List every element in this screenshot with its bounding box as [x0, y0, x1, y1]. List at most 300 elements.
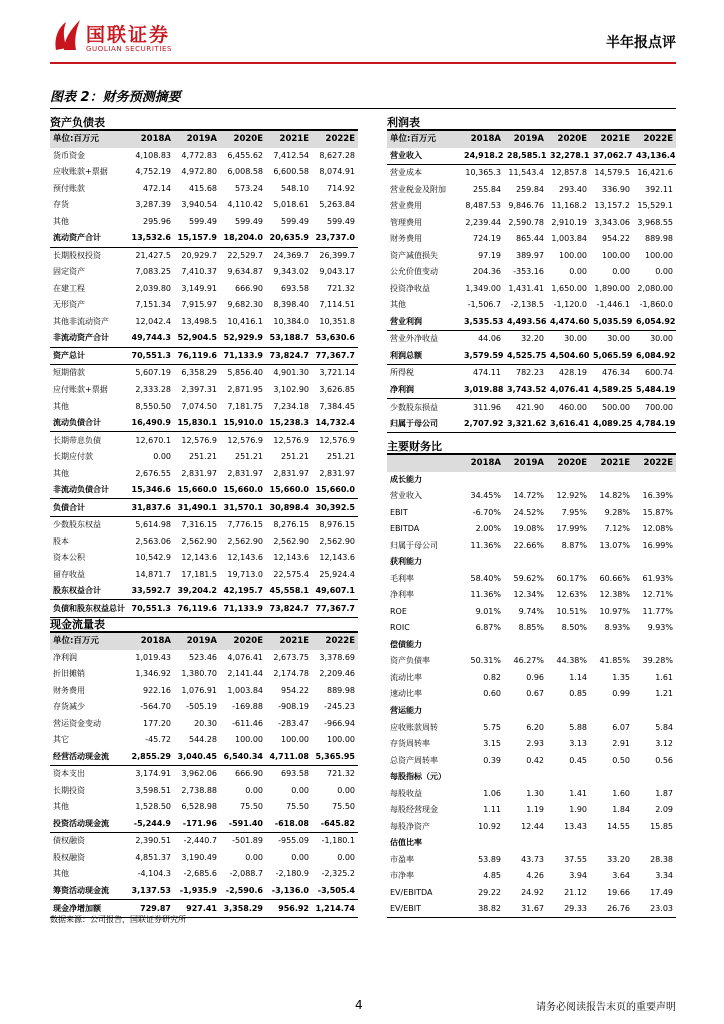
balance-sheet-title: 资产负债表 — [50, 116, 105, 129]
row-label: 存货减少 — [53, 702, 85, 712]
row-value: 6.07 — [612, 722, 630, 732]
row-value: 53,188.7 — [266, 330, 312, 347]
row-value: 1,890.00 — [594, 283, 630, 293]
row-value: 5.75 — [483, 722, 501, 732]
column-header-year: 2019A — [174, 131, 220, 148]
row-value: 4,589.25 — [590, 382, 633, 399]
logo-text-cn: 国联证券 — [86, 24, 171, 46]
row-value: 61.93% — [642, 573, 673, 583]
row-label: 每股净资产 — [390, 821, 430, 831]
row-label: 长期投资 — [53, 785, 85, 795]
row-label: 少数股东权益 — [53, 520, 101, 530]
row-value: 2,707.92 — [461, 416, 504, 433]
table-row — [50, 566, 358, 583]
row-value: 5.84 — [655, 722, 673, 732]
row-value: 1.41 — [569, 788, 587, 798]
table-row — [387, 719, 676, 736]
row-value — [633, 703, 676, 720]
table-row — [387, 215, 676, 232]
row-value: 6,054.92 — [633, 314, 676, 331]
row-value: 721.32 — [327, 283, 355, 293]
row-value: 100.00 — [327, 735, 355, 745]
column-header-year: 2018A — [461, 131, 504, 148]
row-value: 21,427.5 — [135, 250, 171, 260]
row-value: 2.09 — [655, 805, 673, 815]
row-value: 6.87% — [475, 623, 501, 633]
row-value — [547, 637, 590, 654]
row-label: 经营活动现金流 — [50, 749, 128, 766]
row-value: 6,008.58 — [227, 167, 263, 177]
column-header-year: 2021E — [266, 131, 312, 148]
column-header-year: 2020E — [547, 455, 590, 472]
table-row — [50, 247, 358, 264]
row-value — [633, 554, 676, 571]
row-label: 财务费用 — [390, 234, 422, 244]
row-value: -6.70% — [472, 507, 501, 517]
row-value: 77,367.7 — [312, 600, 358, 618]
row-value: 49,744.3 — [128, 330, 174, 347]
row-value: 5,018.61 — [273, 200, 309, 210]
row-value: 31,837.6 — [128, 499, 174, 517]
row-value: 19.08% — [513, 524, 544, 534]
row-value: 33.20 — [607, 854, 630, 864]
table-row — [387, 901, 676, 918]
row-value: 7,316.15 — [181, 520, 217, 530]
row-label: 货币资金 — [53, 150, 85, 160]
table-row — [387, 472, 676, 489]
table-row — [387, 554, 676, 571]
table-row — [50, 164, 358, 181]
row-label: 营运能力 — [390, 705, 422, 715]
row-value: 1,076.91 — [181, 685, 217, 695]
row-value: 599.49 — [189, 216, 217, 226]
column-header-year: 2022E — [633, 455, 676, 472]
row-label: 营业收入 — [387, 148, 461, 165]
row-value: 2,039.80 — [135, 283, 171, 293]
row-value: -1,180.1 — [321, 836, 355, 846]
table-row — [50, 516, 358, 533]
row-value: 472.14 — [143, 183, 171, 193]
row-label: 短期借款 — [53, 368, 85, 378]
table-row — [387, 637, 676, 654]
row-value: 2,590.78 — [508, 217, 544, 227]
row-value: -2,088.7 — [229, 869, 263, 879]
row-value — [504, 769, 547, 786]
row-value: 10,351.8 — [319, 316, 355, 326]
row-label: 公允价值变动 — [390, 267, 438, 277]
row-value: 15,529.1 — [637, 201, 673, 211]
row-value: 13,498.5 — [181, 316, 217, 326]
row-value: 8,487.53 — [465, 201, 501, 211]
row-value: 12,670.1 — [135, 435, 171, 445]
row-label: 其他 — [53, 216, 69, 226]
row-value: 1.21 — [655, 689, 673, 699]
row-value: 2,563.06 — [135, 536, 171, 546]
row-value: 2,831.97 — [319, 468, 355, 478]
row-value: -908.19 — [278, 702, 309, 712]
row-value: 729.87 — [128, 900, 174, 918]
row-value: 2,676.55 — [135, 468, 171, 478]
row-label: 在建工程 — [53, 283, 85, 293]
row-value: 9,846.76 — [508, 201, 544, 211]
row-value — [504, 472, 547, 489]
row-value: 7,384.45 — [319, 401, 355, 411]
row-value: 8,550.50 — [135, 401, 171, 411]
row-value: 573.24 — [235, 183, 263, 193]
row-value: 11,543.4 — [508, 168, 544, 178]
row-value: 44.38% — [556, 656, 587, 666]
row-label: 现金净增加额 — [50, 900, 128, 918]
row-value: 7,412.54 — [273, 150, 309, 160]
row-value: 100.00 — [645, 250, 673, 260]
row-value: 476.34 — [602, 368, 630, 378]
table-row — [50, 398, 358, 415]
row-value: 2,562.90 — [181, 536, 217, 546]
row-value: 3,149.91 — [181, 283, 217, 293]
table-row — [50, 699, 358, 716]
table-row — [50, 850, 358, 867]
row-value: 4,504.60 — [547, 348, 590, 365]
row-label: 应收账款+票据 — [53, 167, 108, 177]
row-value: 922.16 — [143, 685, 171, 695]
table-row — [387, 331, 676, 348]
row-value: 0.00 — [245, 785, 263, 795]
row-label: 股本 — [53, 536, 69, 546]
table-row — [50, 766, 358, 783]
row-value: 14.55 — [607, 821, 630, 831]
table-row — [387, 818, 676, 835]
row-label: 负债和股东权益总计 — [50, 600, 128, 618]
row-value: -955.09 — [278, 836, 309, 846]
row-value: 782.23 — [516, 368, 544, 378]
row-value: 16.99% — [642, 540, 673, 550]
row-value: 7,776.15 — [227, 520, 263, 530]
row-value: 0.60 — [483, 689, 501, 699]
row-value: 2,174.78 — [273, 669, 309, 679]
table-row — [50, 749, 358, 766]
row-value: 259.84 — [516, 184, 544, 194]
row-value: 71,133.9 — [220, 347, 266, 365]
row-value: 7.95% — [561, 507, 587, 517]
table-row — [387, 165, 676, 182]
row-value: 3,102.90 — [273, 384, 309, 394]
row-value: 6,358.29 — [181, 368, 217, 378]
row-value: 3,321.62 — [504, 416, 547, 433]
row-label: 估值比率 — [390, 838, 422, 848]
table-row — [50, 650, 358, 667]
row-value: 389.97 — [516, 250, 544, 260]
table-row — [50, 465, 358, 482]
row-label: 营业外净收益 — [390, 334, 438, 344]
row-value: 9,634.87 — [227, 267, 263, 277]
row-value: 43.73 — [521, 854, 544, 864]
row-value: 58.40% — [470, 573, 501, 583]
table-row — [50, 866, 358, 883]
row-value: 954.22 — [281, 685, 309, 695]
row-value: 8,627.28 — [319, 150, 355, 160]
row-value: 4,901.30 — [273, 368, 309, 378]
row-value: 49,607.1 — [312, 583, 358, 600]
row-label: 折旧摊销 — [53, 669, 85, 679]
row-value — [504, 637, 547, 654]
row-value: 24,918.2 — [461, 148, 504, 165]
row-value: 60.17% — [556, 573, 587, 583]
table-row — [50, 833, 358, 850]
row-value: 38.82 — [461, 901, 504, 918]
row-value: 2,562.90 — [227, 536, 263, 546]
row-value: 3,626.85 — [319, 384, 355, 394]
row-label: EBITDA — [390, 524, 420, 534]
row-value: 1,019.43 — [135, 652, 171, 662]
row-label: 归属于母公司 — [390, 540, 438, 550]
row-value: 3,968.55 — [637, 217, 673, 227]
row-value: 255.84 — [473, 184, 501, 194]
row-value: 5,365.95 — [312, 749, 358, 766]
row-label: 长期应付款 — [53, 452, 93, 462]
table-row — [387, 365, 676, 382]
row-value: -1,120.0 — [553, 300, 587, 310]
row-value: 15,157.9 — [174, 230, 220, 247]
row-value: 73,824.7 — [266, 347, 312, 365]
row-value: -245.23 — [324, 702, 355, 712]
table-row — [50, 499, 358, 517]
table-row — [50, 816, 358, 833]
row-value: 0.00 — [337, 852, 355, 862]
row-label: 无形资产 — [53, 300, 85, 310]
row-value: 2,673.75 — [273, 652, 309, 662]
table-row — [387, 587, 676, 604]
row-value: 73,824.7 — [266, 600, 312, 618]
row-value: 24.92 — [521, 887, 544, 897]
row-value: 1,528.50 — [135, 802, 171, 812]
row-value: 0.00 — [153, 452, 171, 462]
table-row — [50, 197, 358, 214]
row-value: 3,190.49 — [181, 852, 217, 862]
row-value: 3.12 — [655, 739, 673, 749]
row-value: 1.35 — [612, 672, 630, 682]
row-label: 每股指标（元） — [390, 772, 446, 782]
row-value: 7,181.75 — [227, 401, 263, 411]
row-value: 889.98 — [327, 685, 355, 695]
logo-mark-icon — [50, 14, 84, 54]
row-value: 71,133.9 — [220, 600, 266, 618]
row-value: 7,151.34 — [135, 300, 171, 310]
row-value: 1.90 — [569, 805, 587, 815]
row-label: 固定资产 — [53, 267, 85, 277]
column-header-unit: 单位:百万元 — [387, 131, 461, 148]
row-value: 77,367.7 — [312, 347, 358, 365]
row-value: -645.82 — [312, 816, 358, 833]
row-value: 0.45 — [569, 755, 587, 765]
cash-flow-table — [50, 633, 358, 918]
row-label: 股权融资 — [53, 852, 85, 862]
row-value: 39,204.2 — [174, 583, 220, 600]
row-label: 非流动资产合计 — [50, 330, 128, 347]
row-value: 17.49 — [650, 887, 673, 897]
row-value: 3,721.14 — [319, 368, 355, 378]
row-value: 2,080.00 — [637, 283, 673, 293]
row-value: 3,962.06 — [181, 769, 217, 779]
row-label: 流动资产合计 — [50, 230, 128, 247]
row-value: 15.85 — [650, 821, 673, 831]
row-label: 少数股东损益 — [390, 402, 438, 412]
row-value: 3,137.53 — [128, 883, 174, 900]
row-value: 13.43 — [564, 821, 587, 831]
row-value: -564.70 — [140, 702, 171, 712]
row-value — [461, 472, 504, 489]
table-row — [387, 314, 676, 331]
row-label: 归属于母公司 — [387, 416, 461, 433]
row-value: 14,871.7 — [135, 569, 171, 579]
row-value: 24,369.7 — [273, 250, 309, 260]
row-label: 总资产周转率 — [390, 755, 438, 765]
row-value: 70,551.3 — [128, 600, 174, 618]
row-value: 22.66% — [513, 540, 544, 550]
row-value: 956.92 — [266, 900, 312, 918]
row-value: 12,143.6 — [319, 553, 355, 563]
row-value: 16,490.9 — [128, 415, 174, 432]
row-value: 30.00 — [564, 334, 587, 344]
row-value: 3,579.59 — [461, 348, 504, 365]
row-label: 市盈率 — [390, 854, 414, 864]
table-row — [387, 399, 676, 416]
income-statement-title: 利润表 — [387, 116, 420, 129]
row-value: 1.87 — [655, 788, 673, 798]
row-value: 8.87% — [561, 540, 587, 550]
row-value: 599.49 — [235, 216, 263, 226]
row-value: 12.44 — [521, 821, 544, 831]
cash-flow-title: 现金流量表 — [50, 618, 105, 631]
row-value — [547, 554, 590, 571]
table-row — [387, 752, 676, 769]
table-row — [50, 181, 358, 198]
row-value: 15,660.0 — [174, 482, 220, 499]
row-label: 其他 — [53, 468, 69, 478]
row-value: 8,976.15 — [319, 520, 355, 530]
table-row — [387, 703, 676, 720]
row-value: 76,119.6 — [174, 347, 220, 365]
table-row — [50, 799, 358, 816]
row-value: 1,214.74 — [312, 900, 358, 918]
row-value: 4,089.25 — [590, 416, 633, 433]
row-value: 12,143.6 — [273, 553, 309, 563]
row-value: 8.93% — [604, 623, 630, 633]
row-value: 2,831.97 — [181, 468, 217, 478]
row-value: 10,384.0 — [273, 316, 309, 326]
row-value: 0.00 — [337, 785, 355, 795]
row-value — [461, 835, 504, 852]
table-row — [387, 851, 676, 868]
income-statement-table — [387, 131, 676, 433]
row-value: 2,831.97 — [273, 468, 309, 478]
key-ratios-title: 主要财务比 — [387, 440, 442, 453]
row-value: 43,136.4 — [633, 148, 676, 165]
row-value: 9.01% — [475, 606, 501, 616]
row-value: 31,490.1 — [174, 499, 220, 517]
row-label: 负债合计 — [50, 499, 128, 517]
row-value: 4,772.83 — [181, 150, 217, 160]
row-value: 11,168.2 — [551, 201, 587, 211]
row-value: 19,713.0 — [227, 569, 263, 579]
row-value: 39.28% — [642, 656, 673, 666]
row-value: 927.41 — [174, 900, 220, 918]
table-row — [50, 683, 358, 700]
row-value: 10,542.9 — [135, 553, 171, 563]
row-value: 9,043.17 — [319, 267, 355, 277]
row-value: 33,592.7 — [128, 583, 174, 600]
row-value: 12.38% — [599, 590, 630, 600]
row-value: 52,904.5 — [174, 330, 220, 347]
row-value: 1.84 — [612, 805, 630, 815]
row-value: 22,529.7 — [227, 250, 263, 260]
row-value: 12.08% — [642, 524, 673, 534]
row-label: 每股收益 — [390, 788, 422, 798]
table-row — [387, 868, 676, 885]
row-value: 2,333.28 — [135, 384, 171, 394]
row-value: 18,204.0 — [220, 230, 266, 247]
row-value: 21.12 — [564, 887, 587, 897]
row-value: -4,104.3 — [137, 869, 171, 879]
row-label: 存货 — [53, 200, 69, 210]
column-header-year: 2022E — [312, 633, 358, 650]
column-header-unit: 单位:百万元 — [50, 633, 128, 650]
table-row — [50, 297, 358, 314]
row-value: 2,397.31 — [181, 384, 217, 394]
row-value: -3,505.4 — [312, 883, 358, 900]
row-value: 12,857.8 — [551, 168, 587, 178]
row-value: 14,579.5 — [594, 168, 630, 178]
row-value: -2,325.2 — [321, 869, 355, 879]
row-value: 3,616.41 — [547, 416, 590, 433]
row-value: 0.50 — [612, 755, 630, 765]
row-value: 8.50% — [561, 623, 587, 633]
row-value: 30.00 — [650, 334, 673, 344]
table-row — [50, 783, 358, 800]
row-value: 2,871.95 — [227, 384, 263, 394]
row-label: 财务费用 — [53, 685, 85, 695]
row-value: 2.91 — [612, 739, 630, 749]
row-value: 954.22 — [602, 234, 630, 244]
row-value: 523.46 — [189, 652, 217, 662]
table-row — [387, 416, 676, 433]
row-value: 12.71% — [642, 590, 673, 600]
table-row — [50, 264, 358, 281]
row-label: 其他 — [53, 802, 69, 812]
row-value: 5,065.59 — [590, 348, 633, 365]
table-row — [387, 802, 676, 819]
row-value — [590, 703, 633, 720]
row-value: 428.19 — [559, 368, 587, 378]
row-label: 其它 — [53, 735, 69, 745]
row-value: -1,935.9 — [174, 883, 220, 900]
row-value: 15,910.0 — [220, 415, 266, 432]
row-label: 速动比率 — [390, 689, 422, 699]
row-value — [461, 703, 504, 720]
table-row — [387, 785, 676, 802]
row-value: 392.11 — [645, 184, 673, 194]
row-value: -966.94 — [324, 718, 355, 728]
row-value: 12,576.9 — [319, 435, 355, 445]
row-value: 37.55 — [564, 854, 587, 864]
table-row — [387, 686, 676, 703]
row-value: 724.19 — [473, 234, 501, 244]
row-value: -353.16 — [513, 267, 544, 277]
row-value: 0.56 — [655, 755, 673, 765]
row-value: 2,562.90 — [319, 536, 355, 546]
table-row — [387, 538, 676, 555]
table-row — [387, 148, 676, 165]
row-value: 8,074.91 — [319, 167, 355, 177]
